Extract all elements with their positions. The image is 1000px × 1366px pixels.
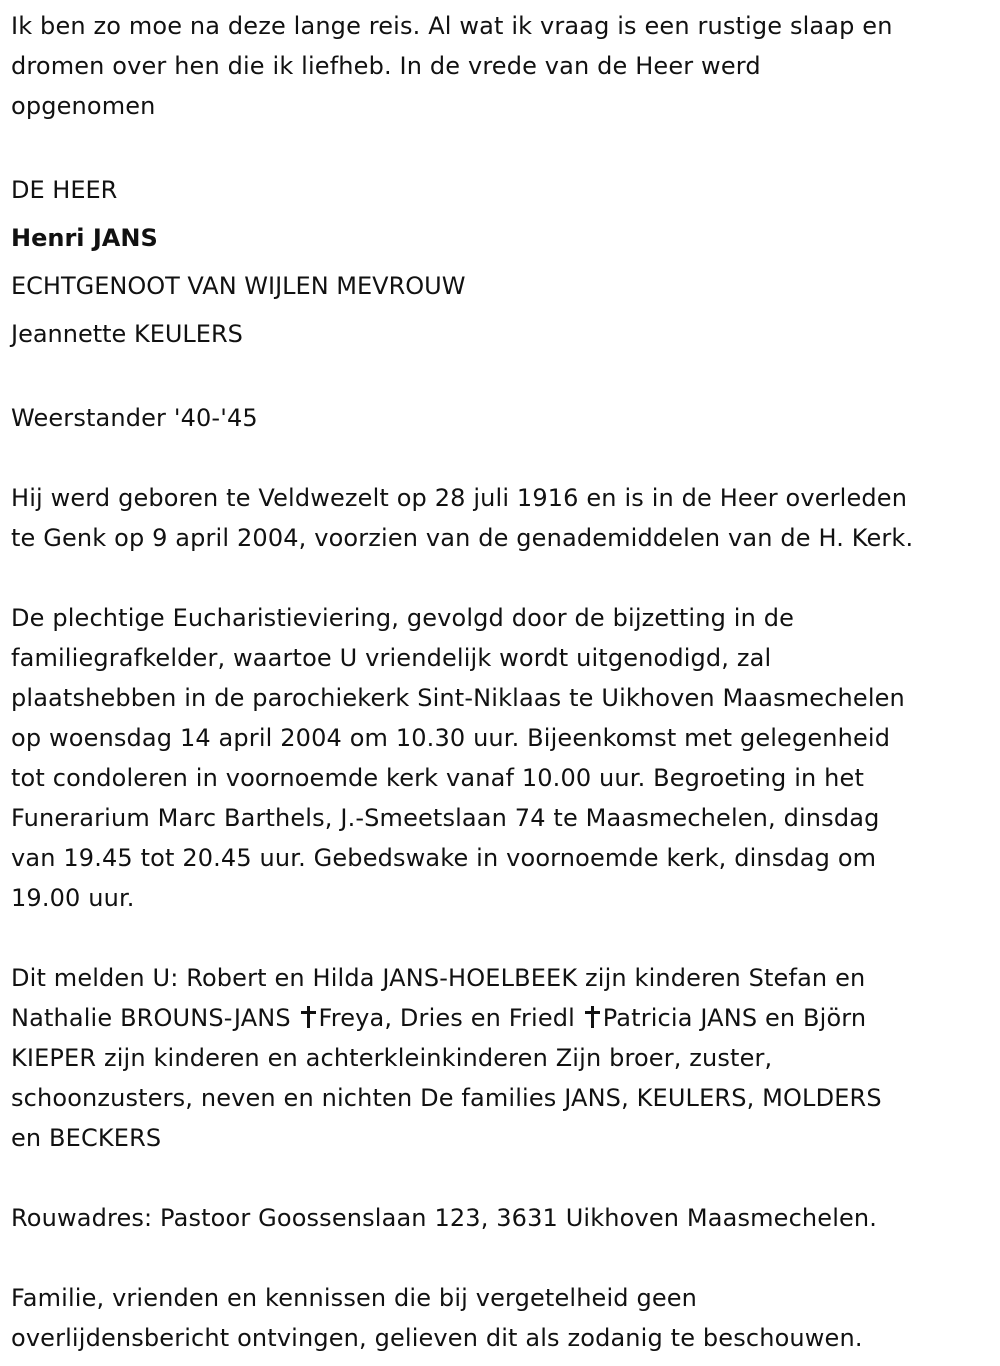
family-line [11, 998, 995, 1038]
family-line: KIEPER zijn kinderen en achterkleinkinderen Zijn broer, zuster, [11, 1044, 773, 1072]
intro-line: opgenomen [11, 92, 156, 120]
ceremony-line: familiegrafkelder, waartoe U vriendelijk wordt uitgenodigd, zal [11, 644, 772, 672]
family-line: en BECKERS [11, 1124, 162, 1152]
cross-icon [301, 1006, 315, 1028]
ceremony-line: tot condoleren in voornoemde kerk vanaf 10.00 uur. Begroeting in het [11, 764, 865, 792]
person-role: Weerstander '40-'45 [11, 404, 258, 432]
family-text: Patricia JANS en Björn [602, 1004, 867, 1032]
address-line: Rouwadres: Pastoor Goossenslaan 123, 3631 Uikhoven Maasmechelen. [11, 1204, 878, 1232]
birth-death-line: te Genk op 9 april 2004, voorzien van de genademiddelen van de H. Kerk. [11, 524, 914, 552]
cross-icon [585, 1006, 599, 1028]
closing-line: Familie, vrienden en kennissen die bij vergetelheid geen [11, 1284, 698, 1312]
ceremony-paragraph [11, 598, 995, 918]
intro-line: Ik ben zo moe na deze lange reis. Al wat ik vraag is een rustige slaap en [11, 12, 893, 40]
family-text: Nathalie BROUNS-JANS [11, 1004, 291, 1032]
family-paragraph [11, 958, 995, 1158]
ceremony-line: Funerarium Marc Barthels, J.-Smeetslaan 74 te Maasmechelen, dinsdag [11, 804, 880, 832]
person-name: Henri JANS [11, 224, 158, 252]
family-text: Freya, Dries en Friedl [318, 1004, 575, 1032]
birth-death-line: Hij werd geboren te Veldwezelt op 28 juli 1916 en is in de Heer overleden [11, 484, 908, 512]
ceremony-line: plaatshebben in de parochiekerk Sint-Niklaas te Uikhoven Maasmechelen [11, 684, 905, 712]
ceremony-line: 19.00 uur. [11, 884, 135, 912]
intro-paragraph [11, 6, 995, 126]
ceremony-line: op woensdag 14 april 2004 om 10.30 uur. Bijeenkomst met gelegenheid [11, 724, 891, 752]
family-line: schoonzusters, neven en nichten De families JANS, KEULERS, MOLDERS [11, 1084, 882, 1112]
family-line: Dit melden U: Robert en Hilda JANS-HOELBEEK zijn kinderen Stefan en [11, 964, 866, 992]
birth-death-paragraph [11, 478, 995, 558]
intro-line: dromen over hen die ik liefheb. In de vrede van de Heer werd [11, 52, 761, 80]
spouse-name: Jeannette KEULERS [11, 320, 243, 348]
person-block [11, 166, 995, 358]
person-title: DE HEER [11, 176, 118, 204]
ceremony-line: De plechtige Eucharistieviering, gevolgd door de bijzetting in de [11, 604, 795, 632]
ceremony-line: van 19.45 tot 20.45 uur. Gebedswake in voornoemde kerk, dinsdag om [11, 844, 877, 872]
closing-paragraph [11, 1278, 995, 1358]
spouse-label: ECHTGENOOT VAN WIJLEN MEVROUW [11, 272, 466, 300]
closing-line: overlijdensbericht ontvingen, gelieven dit als zodanig te beschouwen. [11, 1324, 863, 1352]
obituary-document [11, 6, 995, 1358]
